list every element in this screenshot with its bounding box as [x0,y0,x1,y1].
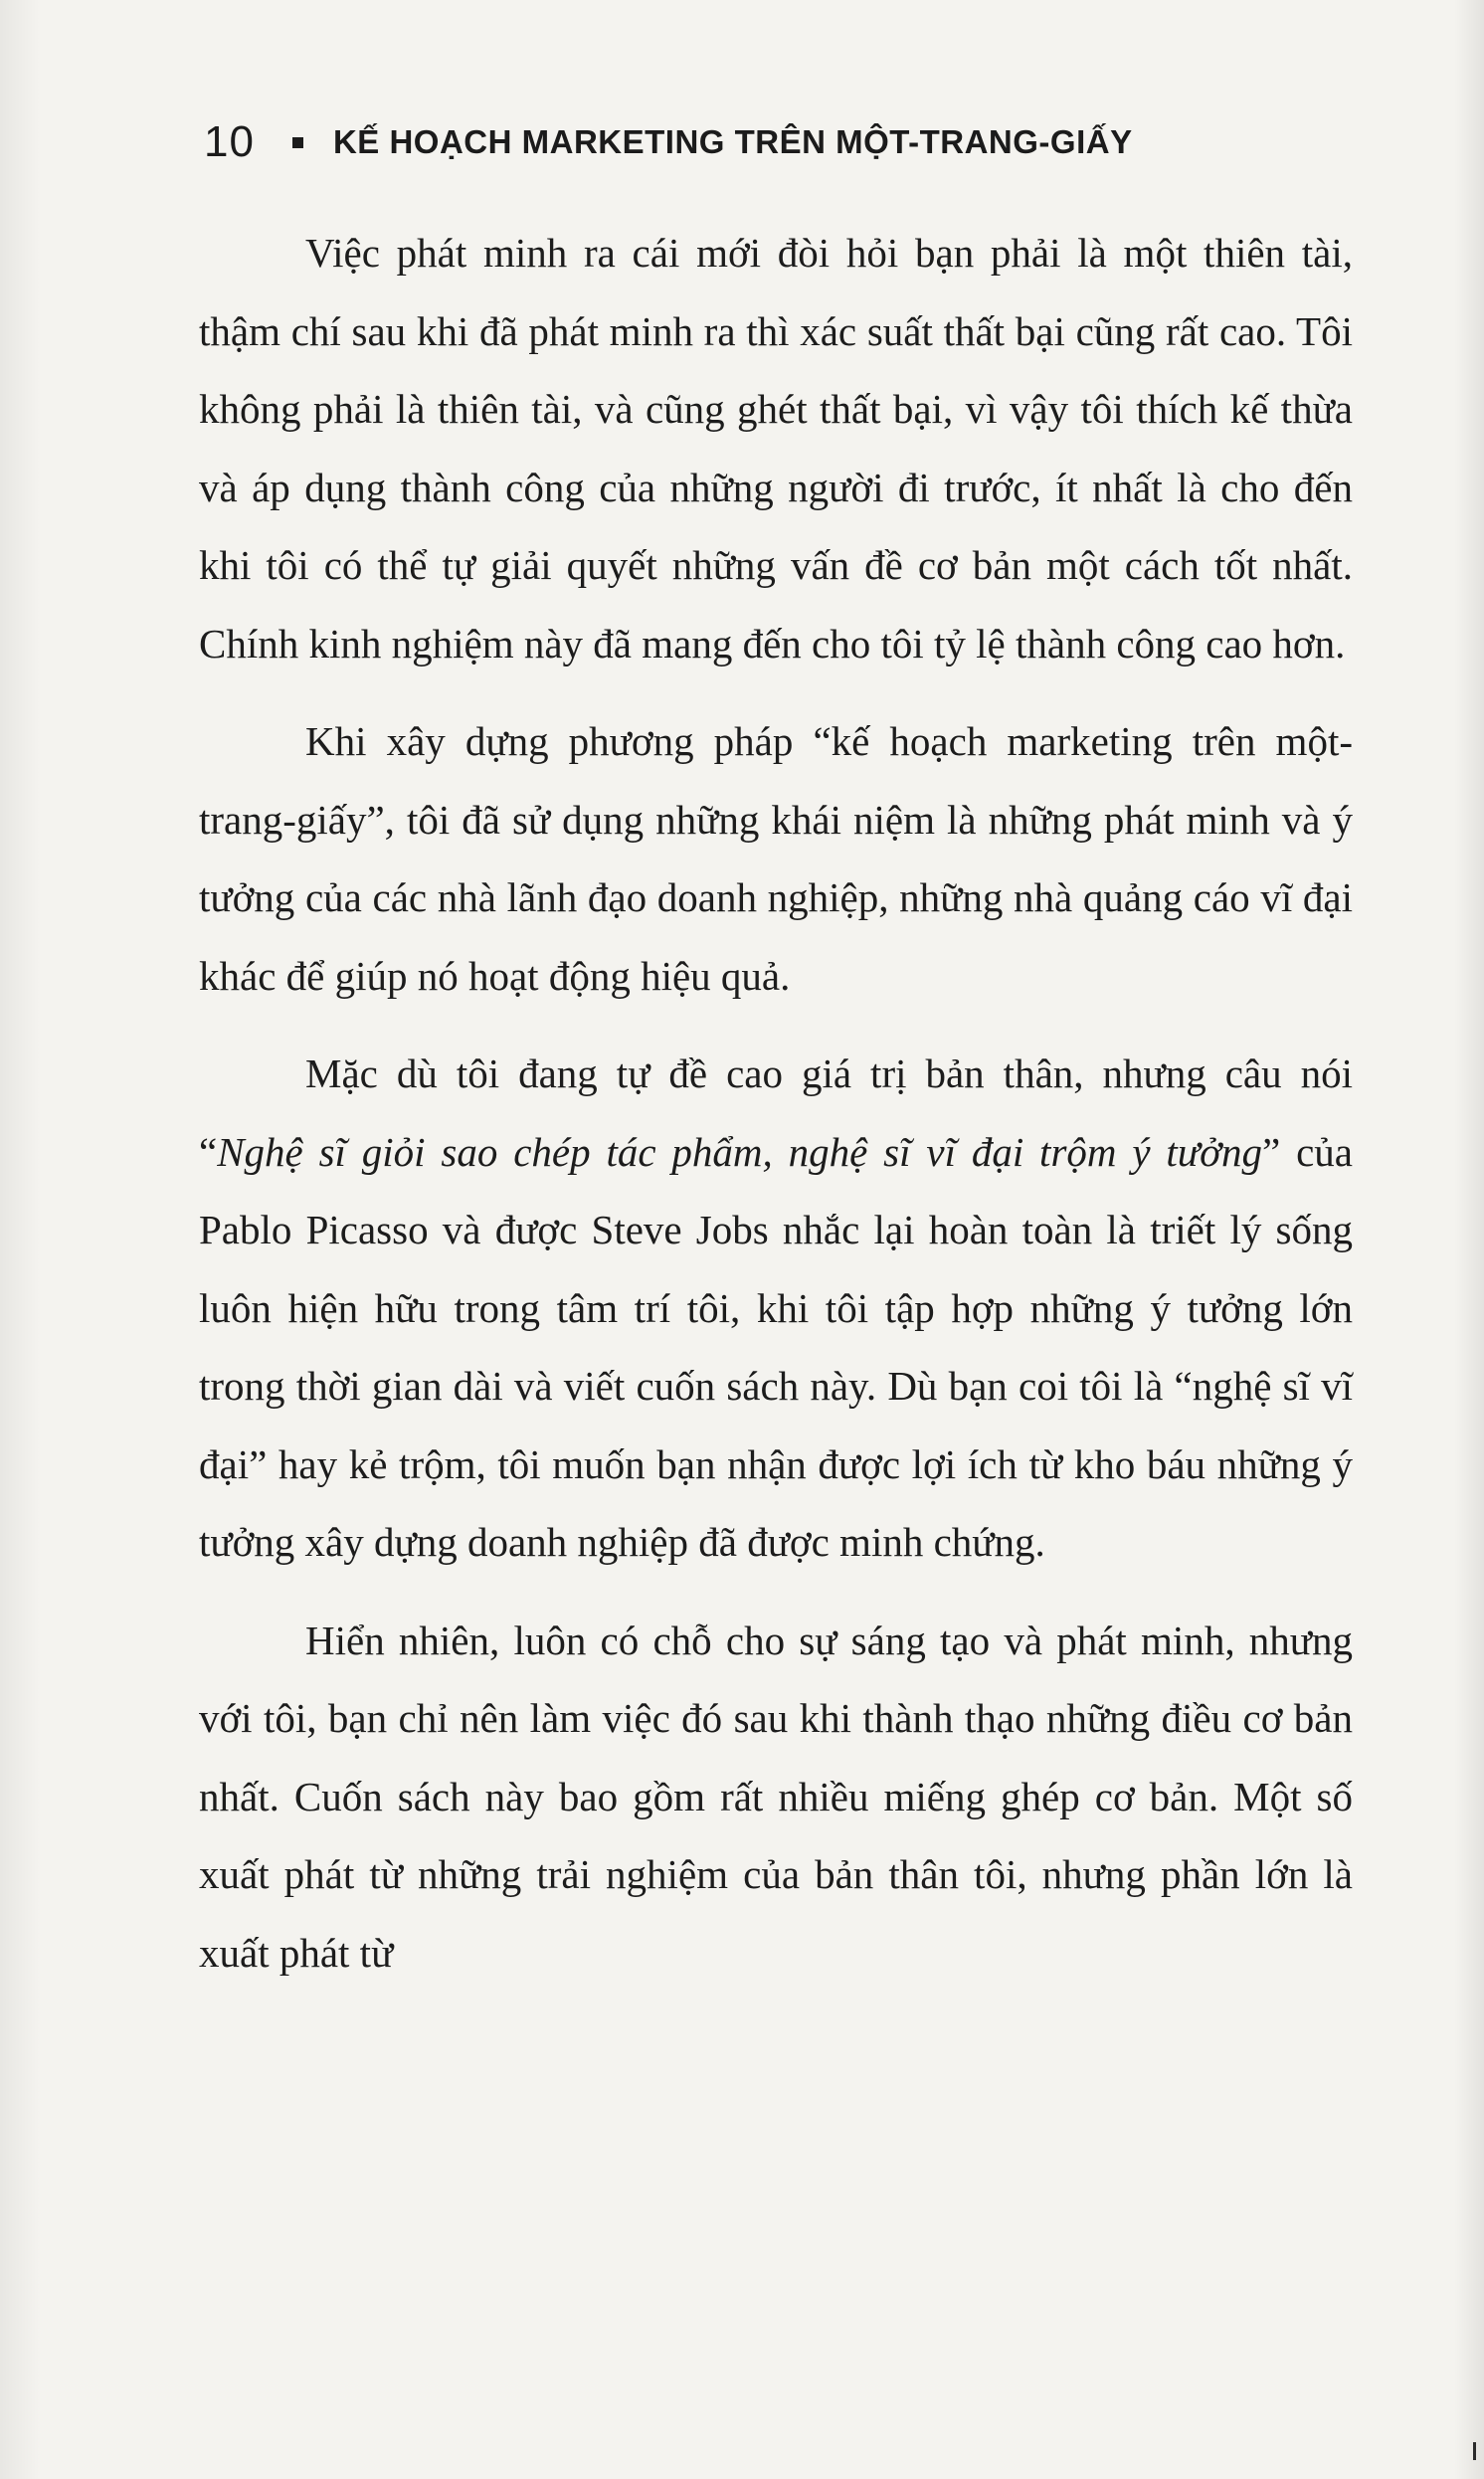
paragraph-4: Hiển nhiên, luôn có chỗ cho sự sáng tạo và phát minh, nhưng với tôi, bạn chỉ nên làm việc đó sau khi thành thạo những điều cơ bản nhất. Cuốn sách này bao gồm rất nhiều miếng ghép cơ bản. Một số xuất phát từ những trải nghiệm của bản thân tôi, nhưng phần lớn là xuất phát từ [199,1617,1353,1976]
paragraph-3-lead: Mặc dù tôi đang tự đề cao giá trị bản thân, nhưng câu nói “ [199,1050,1353,1175]
page-number: 10 [204,117,255,166]
paragraph-2: Khi xây dựng phương pháp “kế hoạch marketing trên một-trang-giấy”, tôi đã sử dụng những khái niệm là những phát minh và ý tưởng của các nhà lãnh đạo doanh nghiệp, những nhà quảng cáo vĩ đại khác để giúp nó hoạt động hiệu quả. [199,718,1353,999]
body-text [199,214,1353,2011]
paragraph-3-tail: ” của Pablo Picasso và được Steve Jobs nhắc lại hoàn toàn là triết lý sống luôn hiện hữu trong tâm trí tôi, khi tôi tập hợp những ý tưởng lớn trong thời gian dài và viết cuốn sách này. Dù bạn coi tôi là “nghệ sĩ vĩ đại” hay kẻ trộm, tôi muốn bạn nhận được lợi ích từ kho báu những ý tưởng xây dựng doanh nghiệp đã được minh chứng. [199,1128,1353,1565]
running-title: KẾ HOẠCH MARKETING TRÊN MỘT-TRANG-GIẤY [332,123,1133,160]
header-bullet-icon [292,137,303,148]
page-header [204,107,1397,177]
page-edge-mark [1473,2442,1476,2460]
paragraph-1: Việc phát minh ra cái mới đòi hỏi bạn phải là một thiên tài, thậm chí sau khi đã phát minh ra thì xác suất thất bại cũng rất cao. Tôi không phải là thiên tài, và cũng ghét thất bại, vì vậy tôi thích kế thừa và áp dụng thành công của những người đi trước, ít nhất là cho đến khi tôi có thể tự giải quyết những vấn đề cơ bản một cách tốt nhất. Chính kinh nghiệm này đã mang đến cho tôi tỷ lệ thành công cao hơn. [199,230,1353,667]
picasso-quote: Nghệ sĩ giỏi sao chép tác phẩm, nghệ sĩ vĩ đại trộm ý tưởng [217,1128,1263,1175]
paragraph-3 [199,1035,1353,1582]
